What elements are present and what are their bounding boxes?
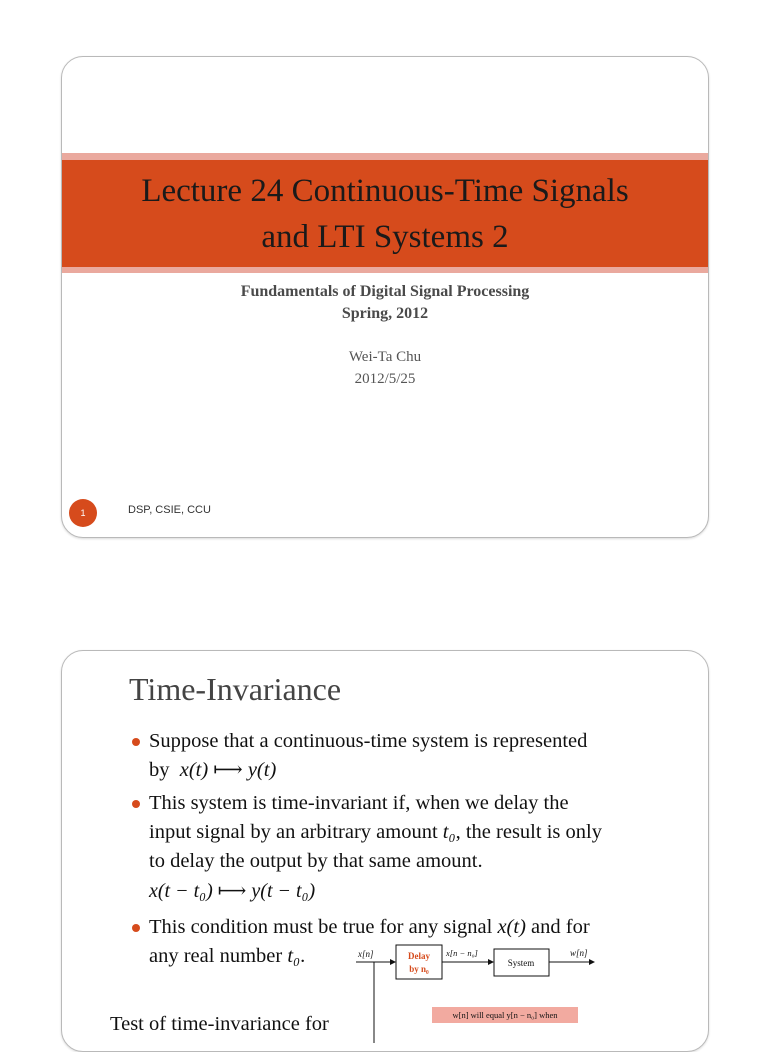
slide-title: Time-Invariance xyxy=(129,671,342,707)
bullet-text: Suppose that a continuous-time system is represented xyxy=(149,730,588,752)
title-slide xyxy=(61,56,709,538)
delay-label: Delay xyxy=(408,951,430,961)
time-invariance-block-diagram xyxy=(354,943,614,1043)
t0-math: t₀ xyxy=(287,945,301,967)
figure-caption: Test of time-invariance for xyxy=(110,1013,329,1035)
slide-title-line-1: Lecture 24 Continuous-Time Signals xyxy=(141,172,629,209)
bullet-text-line-1: This system is time-invariant if, when we delay the xyxy=(149,792,569,814)
title-band-bottom-stripe xyxy=(62,267,708,273)
time-invariance-equation: x(t − t₀) ⟼ y(t − t₀) xyxy=(149,880,316,902)
bullet-dot-icon xyxy=(132,800,140,808)
bullet-dot-icon xyxy=(132,924,140,932)
author: Wei-Ta Chu xyxy=(348,349,422,365)
system-label: System xyxy=(507,958,535,968)
slide-footer: DSP, CSIE, CCU xyxy=(128,504,211,516)
output-label: w[n] xyxy=(570,948,588,958)
bullet-text-line-2a: any real number xyxy=(149,945,283,967)
content-slide xyxy=(61,650,709,1052)
input-label: x[n] xyxy=(358,949,374,959)
t0-math: t₀ xyxy=(442,821,456,843)
title-band-top-stripe xyxy=(62,153,708,160)
delay-by-label: by n₀ xyxy=(409,964,429,974)
date: 2012/5/25 xyxy=(354,371,416,387)
title-band xyxy=(62,160,708,267)
bullet-text-line-2a: input signal by an arbitrary amount xyxy=(149,821,438,843)
bullet-text-line-2b: , the result is only xyxy=(455,821,602,843)
note-text: w[n] will equal y[n − n₀] when xyxy=(452,1010,558,1020)
delayed-signal-label: x[n − n₀] xyxy=(446,948,478,958)
system-mapping-math: x(t) ⟼ y(t) xyxy=(179,759,277,781)
bullet-text-line-3: to delay the output by that same amount. xyxy=(149,850,483,872)
course-name: Fundamentals of Digital Signal Processing xyxy=(240,283,530,300)
xt-math: x(t) xyxy=(497,916,526,938)
bullet-text-by: by xyxy=(149,759,170,781)
bullet-text-line-1b: and for xyxy=(531,916,590,938)
bullet-text-line-1a: This condition must be true for any signal xyxy=(149,916,493,938)
slide-title-line-2: and LTI Systems 2 xyxy=(261,218,509,255)
term: Spring, 2012 xyxy=(341,305,429,322)
bullet-dot-icon xyxy=(132,738,140,746)
page-number-badge: 1 xyxy=(69,499,97,527)
bullet-text-line-2b: . xyxy=(300,945,306,967)
